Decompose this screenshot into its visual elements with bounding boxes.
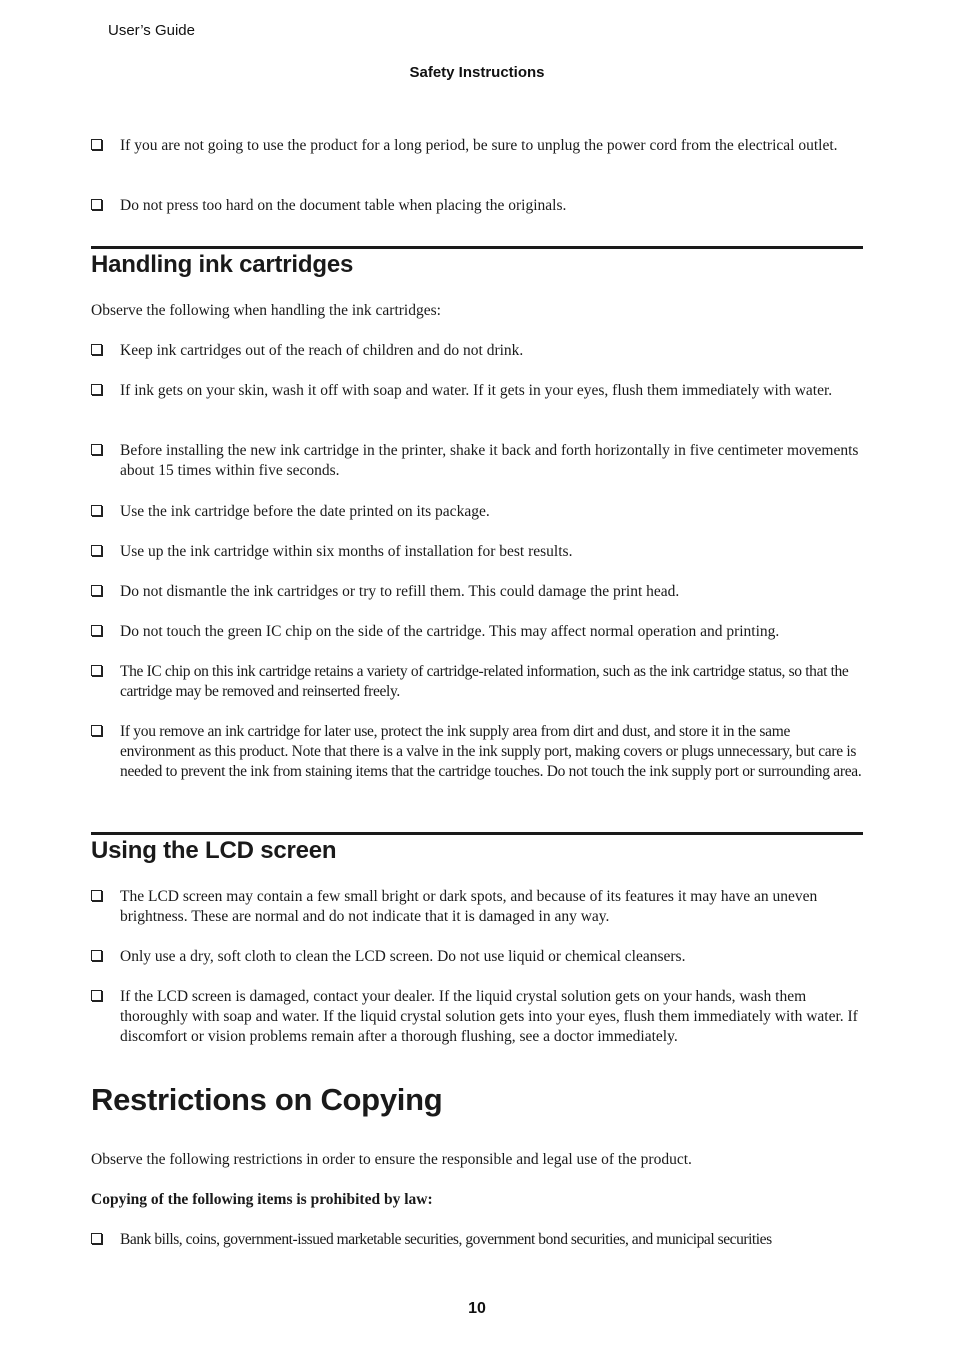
section-title: Safety Instructions	[409, 64, 545, 81]
prohibited-label: Copying of the following items is prohibited by law:	[91, 1191, 433, 1208]
checkbox-bullet-icon	[91, 890, 102, 901]
section-divider	[91, 246, 863, 249]
checkbox-bullet-icon	[91, 665, 102, 676]
heading-handling-ink-cartridges: Handling ink cartridges	[91, 251, 354, 278]
checkbox-bullet-icon	[91, 199, 102, 210]
copying-intro: Observe the following restrictions in order to ensure the responsible and legal use of the product.	[91, 1151, 692, 1168]
checkbox-bullet-icon	[91, 384, 102, 395]
list-item-text: Keep ink cartridges out of the reach of children and do not drink.	[120, 342, 524, 359]
guide-title: User’s Guide	[108, 22, 195, 39]
checkbox-bullet-icon	[91, 139, 102, 150]
checkbox-bullet-icon	[91, 505, 102, 516]
list-item-text: Bank bills, coins, government-issued marketable securities, government bond securities, and municipal securities	[120, 1231, 772, 1248]
checkbox-bullet-icon	[91, 990, 102, 1001]
checkbox-bullet-icon	[91, 344, 102, 355]
checkbox-bullet-icon	[91, 950, 102, 961]
list-item-text: Do not press too hard on the document table when placing the originals.	[120, 197, 567, 214]
list-item-text: Only use a dry, soft cloth to clean the LCD screen. Do not use liquid or chemical cleansers.	[120, 948, 686, 965]
list-item-text: Before installing the new ink cartridge in the printer, shake it back and forth horizontally in five centimeter movements about 15 times within five seconds.	[120, 442, 859, 479]
checkbox-bullet-icon	[91, 625, 102, 636]
list-item-text: Use the ink cartridge before the date printed on its package.	[120, 503, 490, 520]
checkbox-bullet-icon	[91, 1233, 102, 1244]
page-number: 10	[468, 1300, 486, 1317]
list-item-text: If you are not going to use the product for a long period, be sure to unplug the power cord from the electrical outlet.	[120, 137, 838, 154]
checkbox-bullet-icon	[91, 444, 102, 455]
checkbox-bullet-icon	[91, 585, 102, 596]
list-item-text: If the LCD screen is damaged, contact your dealer. If the liquid crystal solution gets on your hands, wash them thoroughly with soap and water. If the liquid crystal solution gets into your eyes, flush them immediately with water. If discomfort or vision problems remain after a thorough flushing, see a doctor immediately.	[120, 988, 858, 1045]
checkbox-bullet-icon	[91, 545, 102, 556]
heading-restrictions-on-copying: Restrictions on Copying	[91, 1082, 443, 1117]
heading-using-the-lcd-screen: Using the LCD screen	[91, 837, 337, 864]
list-item-text: Do not touch the green IC chip on the side of the cartridge. This may affect normal operation and printing.	[120, 623, 780, 640]
list-item-text: Use up the ink cartridge within six months of installation for best results.	[120, 543, 573, 560]
list-item-text: The IC chip on this ink cartridge retains a variety of cartridge-related information, such as the ink cartridge status, so that the cartridge may be removed and reinserted freely.	[120, 663, 849, 700]
list-item-text: Do not dismantle the ink cartridges or try to refill them. This could damage the print head.	[120, 583, 680, 600]
list-item-text: If you remove an ink cartridge for later use, protect the ink supply area from dirt and dust, and store it in the same environment as this product. Note that there is a valve in the ink supply port, making covers or plugs unnecessary, but care is needed to prevent the ink from staining items that the cartridge touches. Do not touch the ink supply port or surrounding area.	[120, 723, 862, 780]
section-divider	[91, 832, 863, 835]
checkbox-bullet-icon	[91, 725, 102, 736]
ink-intro: Observe the following when handling the ink cartridges:	[91, 302, 441, 319]
list-item-text: If ink gets on your skin, wash it off with soap and water. If it gets in your eyes, flush them immediately with water.	[120, 382, 833, 399]
list-item-text: The LCD screen may contain a few small bright or dark spots, and because of its features it may have an uneven brightness. These are normal and do not indicate that it is damaged in any way.	[120, 888, 818, 925]
